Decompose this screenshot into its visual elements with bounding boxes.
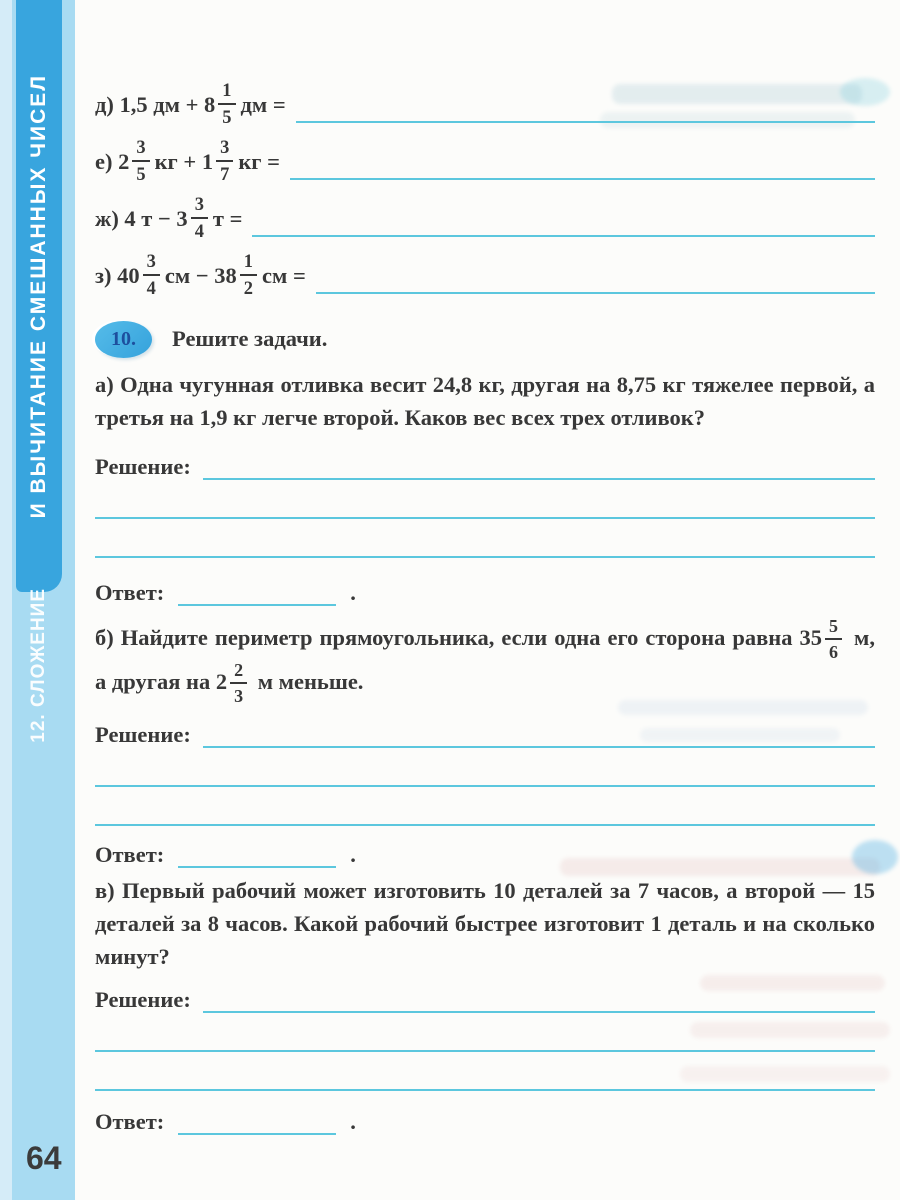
problem-v-text: в) Первый рабочий может изготовить 10 деталей за 7 часов, а второй — 15 деталей за 8 часов. Какой рабочий быстрее изготовит 1 деталь и на сколько минут? <box>95 878 875 969</box>
solution-blank-line[interactable] <box>95 519 875 558</box>
equation-row-d <box>95 76 875 133</box>
task-title: Решите задачи. <box>172 326 328 351</box>
answer-blank-line[interactable] <box>290 144 875 180</box>
answer-row <box>95 834 875 868</box>
solution-label: Решение: <box>95 722 191 747</box>
answer-blank-line[interactable] <box>178 580 336 606</box>
binding-edge <box>0 0 12 1200</box>
answer-row <box>95 572 875 606</box>
equation-text: е) 2 $\frac{3}{5}$ кг + 1 $\frac{3}{7}$ кг = <box>95 137 280 184</box>
solution-row <box>95 448 875 480</box>
solution-blank-line[interactable] <box>203 987 875 1013</box>
fraction: $\frac{1}{2}$ <box>240 252 257 297</box>
section-sidebar <box>0 0 75 1200</box>
solution-blank-line[interactable] <box>95 1013 875 1052</box>
equation-row-zh <box>95 190 875 247</box>
answer-blank-line[interactable] <box>296 87 875 123</box>
solution-blank-line[interactable] <box>95 787 875 826</box>
fraction: $\frac{2}{3}$ <box>230 661 247 705</box>
answer-label: Ответ: <box>95 580 165 605</box>
equation-text: з) 40 $\frac{3}{4}$ см − 38 $\frac{1}{2}$ см = <box>95 251 306 298</box>
equation-text: ж) 4 т − 3 $\frac{3}{4}$ т = <box>95 194 243 241</box>
equation-row-e <box>95 133 875 190</box>
equation-row-z <box>95 247 875 304</box>
problem-a-text: а) Одна чугунная отливка весит 24,8 кг, другая на 8,75 кг тяжелее первой, а третья на 1,9 кг легче второй. Каков вес всех трех отливок? <box>95 372 875 430</box>
answer-blank-line[interactable] <box>178 1109 336 1135</box>
solution-row <box>95 981 875 1013</box>
fraction: $\frac{3}{4}$ <box>191 195 208 240</box>
fraction: $\frac{3}{7}$ <box>216 138 233 183</box>
fraction: $\frac{1}{5}$ <box>218 81 235 126</box>
answer-label: Ответ: <box>95 842 165 867</box>
task-number-badge: 10. <box>95 321 152 358</box>
solution-blank-line[interactable] <box>203 722 875 748</box>
page-number: 64 <box>26 1140 62 1176</box>
fraction: $\frac{5}{6}$ <box>825 617 842 661</box>
answer-period: . <box>350 1109 356 1134</box>
answer-row <box>95 1101 875 1135</box>
section-title-number-wrap <box>16 585 62 745</box>
fraction: $\frac{3}{5}$ <box>132 138 149 183</box>
exercise-content <box>95 0 875 1135</box>
section-title-highlight: И ВЫЧИТАНИЕ СМЕШАННЫХ ЧИСЕЛ <box>27 73 50 519</box>
section-title-band <box>16 0 62 592</box>
answer-label: Ответ: <box>95 1109 165 1134</box>
solution-blank-line[interactable] <box>203 454 875 480</box>
solution-blank-line[interactable] <box>95 1052 875 1091</box>
answer-blank-line[interactable] <box>252 201 875 237</box>
task-header <box>95 320 875 358</box>
solution-blank-line[interactable] <box>95 748 875 787</box>
answer-period: . <box>350 580 356 605</box>
answer-blank-line[interactable] <box>316 258 875 294</box>
solution-label: Решение: <box>95 987 191 1012</box>
problem-b-text: б) Найдите периметр прямоугольника, если одна его сторона равна 35 $\frac{5}{6}$ м, а другая на 2 $\frac{2}{3}$ м меньше. <box>95 616 876 706</box>
answer-period: . <box>350 842 356 867</box>
equation-text: д) 1,5 дм + 8 $\frac{1}{5}$ дм = <box>95 80 286 127</box>
section-title-number: 12. СЛОЖЕНИЕ <box>28 587 49 743</box>
fraction: $\frac{3}{4}$ <box>143 252 160 297</box>
solution-row <box>95 716 875 748</box>
solution-blank-line[interactable] <box>95 480 875 519</box>
solution-label: Решение: <box>95 454 191 479</box>
answer-blank-line[interactable] <box>178 842 336 868</box>
